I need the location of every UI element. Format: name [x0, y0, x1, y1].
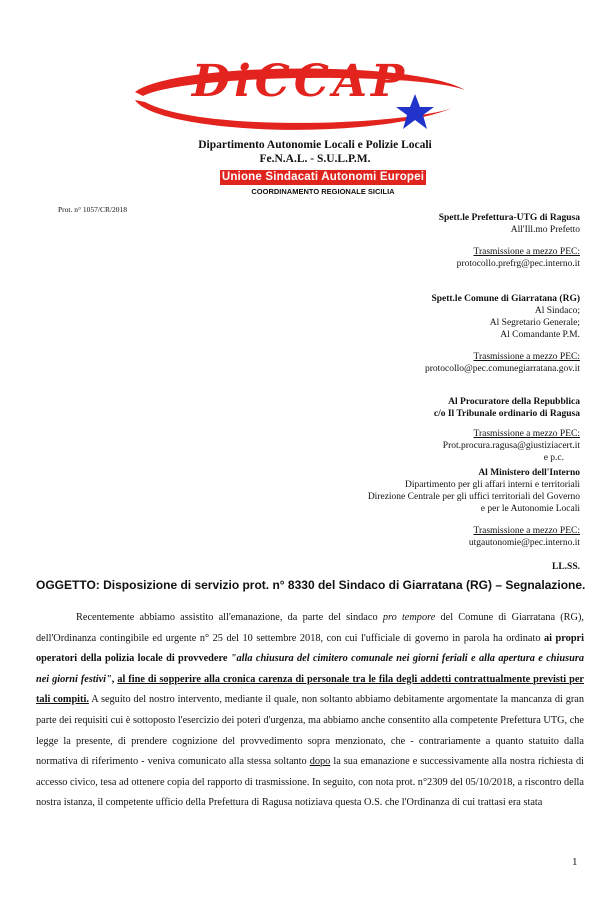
dept-line2: Fe.N.A.L. - S.U.L.P.M.	[259, 153, 371, 165]
recipient-line: Al Comandante P.M.	[500, 330, 580, 340]
recipient-prefettura	[439, 212, 580, 270]
recipient-ministero	[368, 467, 580, 573]
body-run: del Comune di Giarratana (RG), dell'Ordinanza contingibile ed urgente n° 25 del 10 settembre 2018, con cui l'ufficiale di governo in parola ha ordinato	[36, 612, 584, 644]
recipient-name: Spett.le Prefettura-UTG di Ragusa	[438, 213, 580, 223]
body-run: la sua emanazione e successivamente alla nostra richiesta di accesso civico, tesa ad ottenere copia del rapporto di trasmissione. In seguito, con nota prot. n°2309 del 05/10/2018, a riscontro della nostra istanza, il competente ufficio della Prefettura di Ragusa notiziava questa O.S. che l'Ordinanza di cui trattasi era stata	[36, 756, 584, 809]
body-run-bold: ai propri operatori della polizia locale di provvedere	[36, 632, 584, 665]
recipient-name: Spett.le Comune di Giarratana (RG)	[431, 294, 580, 304]
logo-text: DiCCAP	[191, 56, 409, 107]
body-run-italic: pro tempore	[382, 612, 436, 623]
pec-label: Trasmissione a mezzo PEC:	[473, 247, 580, 257]
dept-line1: Dipartimento Autonomie Locali e Polizie Locali	[198, 139, 432, 151]
pec-label: Trasmissione a mezzo PEC:	[473, 526, 580, 536]
recipient-line: Dipartimento per gli affari interni e territoriali	[405, 480, 580, 490]
body-run: ,	[111, 673, 118, 685]
union-banner: Unione Sindacati Autonomi Europei	[221, 171, 425, 183]
body-run-bold-underlined: al fine di sopperire alla cronica carenza di personale tra le fila degli addetti contrattualmente previsti per tali compiti.	[36, 673, 585, 706]
body-run-quote: "alla chiusura del cimitero comunale nei giorni feriali e alla apertura e chiusura nei giorni festivi"	[36, 653, 584, 685]
body-run: Recentemente abbiamo assistito all'emanazione, da parte del sindaco	[76, 612, 383, 623]
pec-address: utgautonomie@pec.interno.it	[468, 538, 580, 548]
page-number: 1	[572, 856, 578, 868]
body-paragraph	[36, 608, 584, 814]
oggetto-heading: OGGETTO: Disposizione di servizio prot. n° 8330 del Sindaco di Giarratana (RG) – Segnalazione.	[36, 578, 586, 592]
body-run: A seguito del nostro intervento, mediante il quale, non soltanto abbiamo debitamente argomentate la mancanza di gran parte dei requisiti cui è sottoposto l'esercizio dei poteri d'urgenza, ma abbiamo anche consentito alla competente Prefettura UTG, che legge la presente, di prendere cognizione del provvedimento sopra menzionato, che - contrariamente a quanto statuito dalla normativa di riferimento - veniva comunicato alla stessa soltanto	[36, 694, 585, 768]
recipient-comune	[425, 293, 580, 375]
recipient-name: Al Procuratore della Repubblica	[448, 397, 580, 407]
recipient-name: Al Ministero dell'Interno	[478, 468, 580, 478]
llss-label: LL.SS.	[552, 562, 580, 572]
epc-label: e p.c.	[543, 453, 564, 463]
recipient-line: c/o Il Tribunale ordinario di Ragusa	[433, 409, 580, 419]
recipient-line: Al Sindaco;	[534, 306, 580, 316]
recipient-line: e per le Autonomie Locali	[480, 504, 580, 514]
pec-label: Trasmissione a mezzo PEC:	[473, 429, 580, 439]
recipient-line: Direzione Centrale per gli uffici territoriali del Governo	[367, 492, 580, 502]
pec-address: protocollo@pec.comunegiarratana.gov.it	[424, 364, 580, 374]
coordinamento-label: COORDINAMENTO REGIONALE SICILIA	[251, 187, 395, 196]
pec-address: Prot.procura.ragusa@giustiziacert.it	[442, 441, 580, 451]
diccap-logo	[115, 52, 485, 137]
recipient-line: Al Segretario Generale;	[489, 318, 580, 328]
pec-label: Trasmissione a mezzo PEC:	[473, 352, 580, 362]
protocol-number: Prot. n° 1057/CR/2018	[58, 205, 128, 214]
recipient-line: All'Ill.mo Prefetto	[510, 225, 580, 235]
body-run-underlined: dopo	[309, 756, 331, 768]
pec-address: protocollo.prefrg@pec.interno.it	[456, 259, 580, 269]
recipient-procuratore	[434, 396, 580, 464]
